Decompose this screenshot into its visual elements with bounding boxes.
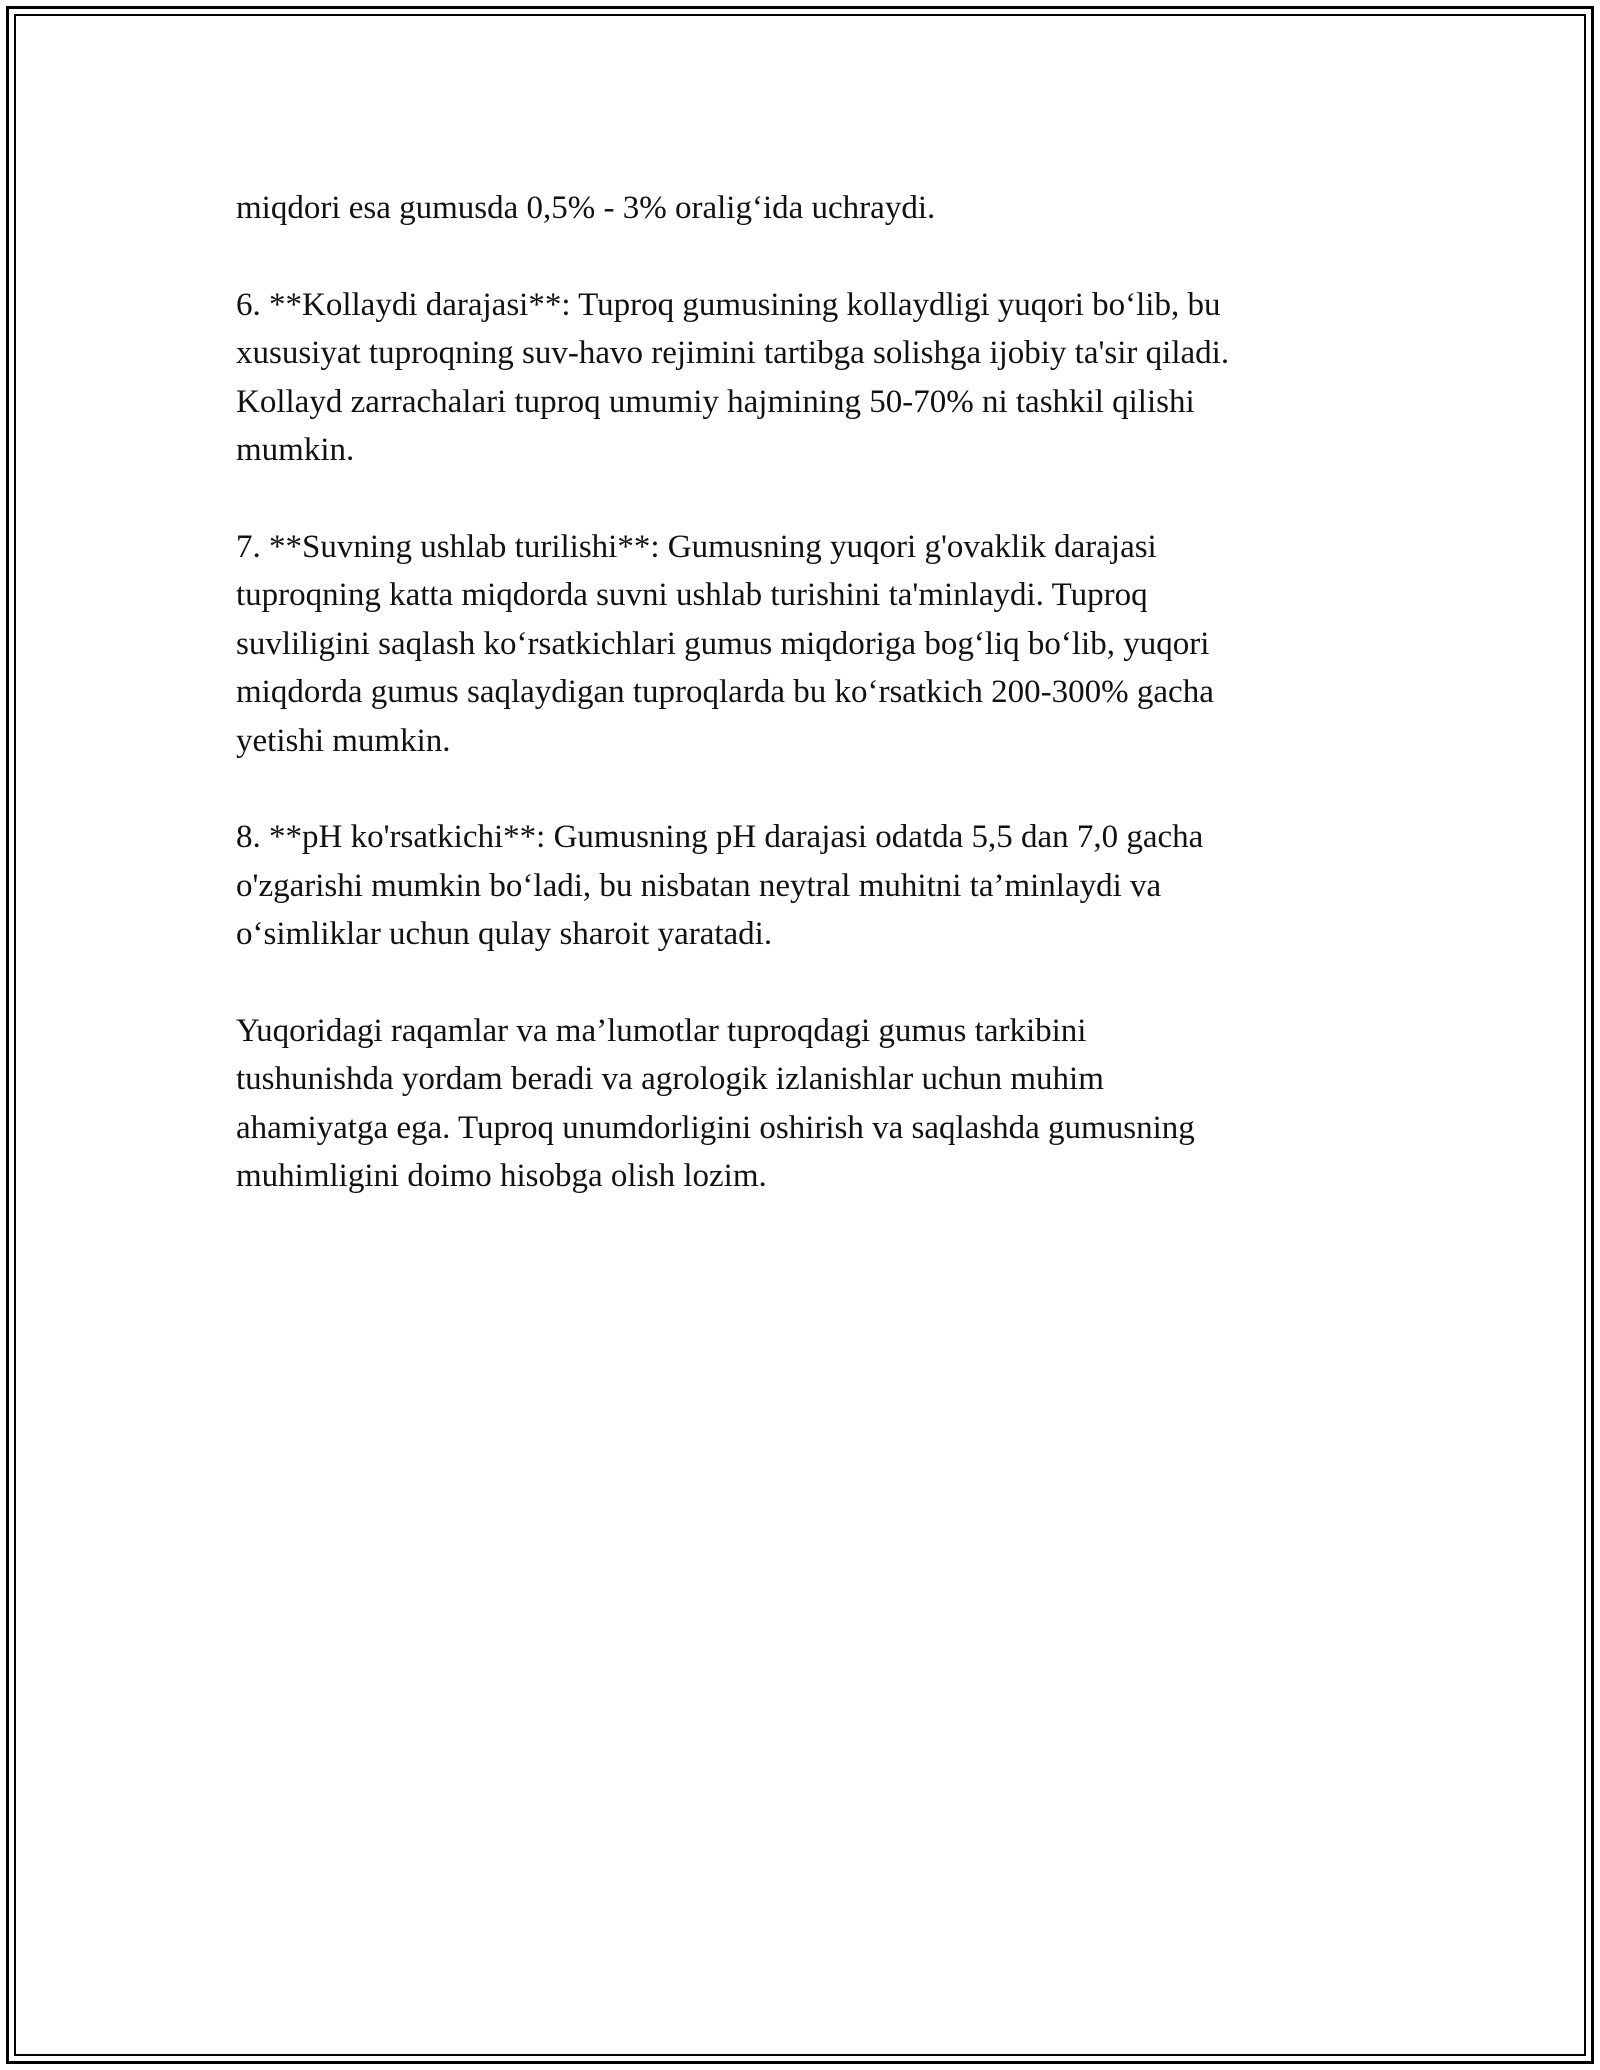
paragraph-item-8-ph: 8. **pH ko'rsatkichi**: Gumusning pH darajasi odatda 5,5 dan 7,0 gacha o'zgarishi mumkin bo‘ladi, bu nisbatan neytral muhitni ta’minlaydi va o‘simliklar uchun qulay sharoit yaratadi. bbox=[236, 819, 1204, 952]
document-body bbox=[236, 184, 1416, 1249]
paragraph-conclusion: Yuqoridagi raqamlar va ma’lumotlar tuproqdagi gumus tarkibini tushunishda yordam beradi va agrologik izlanishlar uchun muhim ahamiyatga ega. Tuproq unumdorligini oshirish va saqlashda gumusning muhimligini doimo hisobga olish lozim. bbox=[236, 1012, 1195, 1194]
paragraph-item-7-water-retention: 7. **Suvning ushlab turilishi**: Gumusning yuqori g'ovaklik darajasi tuproqning katta miqdorda suvni ushlab turishini ta'minlaydi. Tuproq suvliligini saqlash ko‘rsatkichlari gumus miqdoriga bog‘liq bo‘lib, yuqori miqdorda gumus saqlaydigan tuproqlarda bu ko‘rsatkich 200-300% gacha yetishi mumkin. bbox=[236, 528, 1214, 759]
paragraph-item-6-colloid: 6. **Kollaydi darajasi**: Tuproq gumusining kollaydligi yuqori bo‘lib, bu xususiyat tuproqning suv-havo rejimini tartibga solishga ijobiy ta'sir qiladi. Kollayd zarrachalari tuproq umumiy hajmining 50-70% ni tashkil qilishi mumkin. bbox=[236, 286, 1230, 468]
paragraph-continuation: miqdori esa gumusda 0,5% - 3% oralig‘ida uchraydi. bbox=[236, 190, 936, 226]
